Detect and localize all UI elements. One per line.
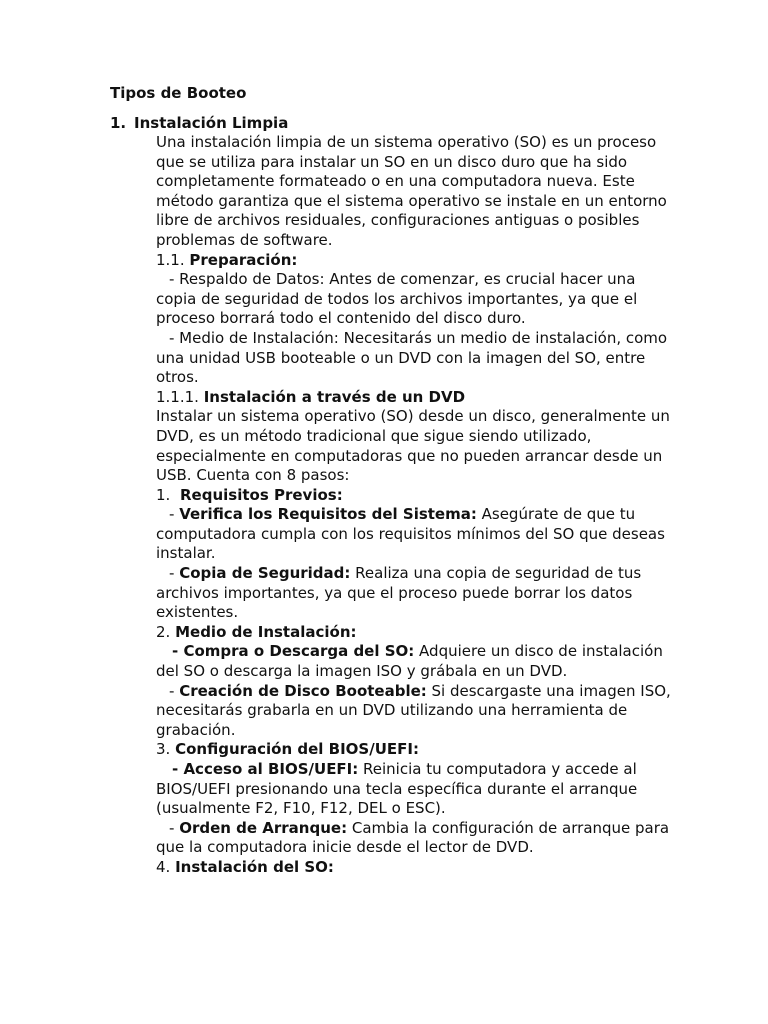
- section-1-title: Instalación Limpia: [134, 114, 289, 132]
- step-2-number: 2.: [156, 622, 171, 641]
- step-3-item-1: - Acceso al BIOS/UEFI: Reinicia tu computadora y accede al BIOS/UEFI presionando una tecla específica durante el arranque (usualmente F2, F10, F12, DEL o ESC).: [156, 760, 638, 818]
- subsection-1-1-title: Preparación:: [189, 250, 298, 269]
- step-1-title: Requisitos Previos:: [180, 485, 343, 504]
- step-2-item-2: - Creación de Disco Booteable: Si descargaste una imagen ISO, necesitarás grabarla en un DVD utilizando una herramienta de grabación.: [156, 681, 671, 739]
- subsection-1-1-number: 1.1.: [156, 250, 185, 269]
- section-1-heading: [110, 114, 288, 134]
- step-4-title: Instalación del SO:: [175, 857, 334, 876]
- step-3-item-2: - Orden de Arranque: Cambia la configuración de arranque para que la computadora inicie desde el lector de DVD.: [156, 818, 670, 857]
- section-1-body: [156, 133, 676, 878]
- subsection-1-1-1-title: Instalación a través de un DVD: [203, 387, 466, 406]
- step-3-number: 3.: [156, 740, 171, 759]
- section-1-number: 1.: [110, 114, 127, 132]
- subsection-1-1-1-number: 1.1.1.: [156, 387, 199, 406]
- section-1-intro: Una instalación limpia de un sistema operativo (SO) es un proceso que se utiliza para instalar un SO en un disco duro que ha sido completamente formateado o en una computadora nueva. Este método garantiza que el sistema operativo se instale en un entorno libre de archivos residuales, configuraciones antiguas o posibles problemas de software.: [156, 133, 667, 249]
- document-title: Tipos de Booteo: [110, 84, 247, 102]
- step-2-heading: [156, 623, 676, 643]
- subsection-1-1-heading: [156, 251, 676, 271]
- subsection-1-1-item-1: - Respaldo de Datos: Antes de comenzar, es crucial hacer una copia de seguridad de todos los archivos importantes, ya que el proceso borrará todo el contenido del disco duro.: [156, 270, 638, 328]
- step-1-item-2: - Copia de Seguridad: Realiza una copia de seguridad de tus archivos importantes, ya que el proceso puede borrar los datos existentes.: [156, 564, 642, 622]
- step-1-item-1: - Verifica los Requisitos del Sistema: Asegúrate de que tu computadora cumpla con los requisitos mínimos del SO que deseas instalar.: [156, 505, 665, 563]
- subsection-1-1-item-2: - Medio de Instalación: Necesitarás un medio de instalación, como una unidad USB booteable o un DVD con la imagen del SO, entre otros.: [156, 328, 668, 387]
- subsection-1-1-1-intro: Instalar un sistema operativo (SO) desde un disco, generalmente un DVD, es un método tradicional que sigue siendo utilizado, especialmente en computadoras que no pueden arrancar desde un USB. Cuenta con 8 pasos:: [156, 407, 670, 485]
- subsection-1-1-1-heading: [156, 388, 676, 408]
- step-2-item-1: - Compra o Descarga del SO: Adquiere un disco de instalación del SO o descarga la imagen ISO y grábala en un DVD.: [156, 642, 663, 681]
- step-1-number: 1.: [156, 485, 171, 504]
- step-3-title: Configuración del BIOS/UEFI:: [175, 740, 419, 759]
- step-4-number: 4.: [156, 857, 171, 876]
- step-2-title: Medio de Instalación:: [175, 622, 357, 641]
- step-4-heading: [156, 858, 676, 878]
- step-1-heading: [156, 486, 676, 506]
- step-3-heading: [156, 740, 676, 760]
